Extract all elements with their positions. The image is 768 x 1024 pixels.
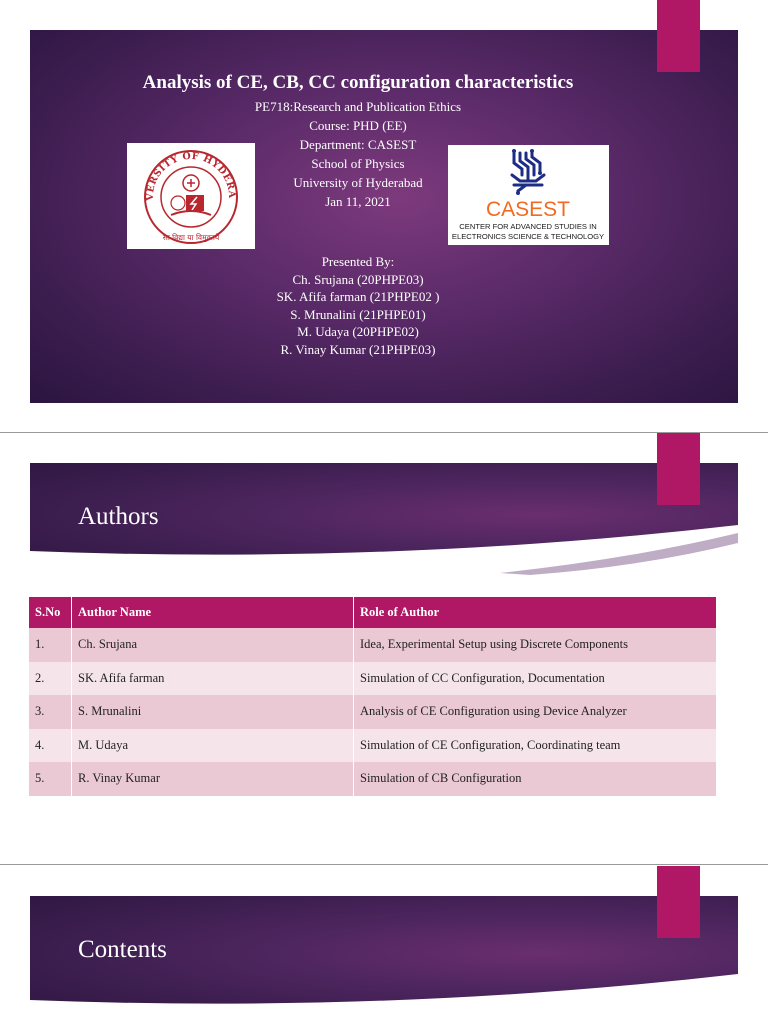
cell-sno: 1.: [29, 628, 72, 662]
cell-sno: 4.: [29, 729, 72, 763]
presenter: S. Mrunalini (21PHPE01): [290, 306, 426, 322]
cell-role: Simulation of CB Configuration: [354, 762, 717, 796]
cell-role: Idea, Experimental Setup using Discrete Components: [354, 628, 717, 662]
accent-bar: [657, 433, 700, 505]
info-line: University of Hyderabad: [293, 175, 423, 190]
info-line: PE718:Research and Publication Ethics: [254, 99, 462, 114]
info-line: Department: CASEST: [299, 137, 417, 152]
info-line: Course: PHD (EE): [309, 118, 407, 133]
presentation-title: Analysis of CE, CB, CC configuration characteristics: [142, 72, 574, 93]
table-row: [29, 729, 717, 763]
casest-name: CASEST: [485, 198, 571, 221]
cell-author: Ch. Srujana: [72, 628, 354, 662]
title-slide: [30, 30, 738, 403]
presenter: SK. Afifa farman (21PHPE02 ): [276, 289, 440, 304]
cell-author: M. Udaya: [72, 729, 354, 763]
cell-role: Analysis of CE Configuration using Device Analyzer: [354, 695, 717, 729]
slide-divider: [0, 432, 768, 433]
cell-author: S. Mrunalini: [72, 695, 354, 729]
slide-divider: [0, 864, 768, 865]
info-line: Jan 11, 2021: [325, 194, 391, 209]
info-line: School of Physics: [311, 156, 405, 171]
cell-role: Simulation of CE Configuration, Coordinating team: [354, 729, 717, 763]
table-row: [29, 628, 717, 662]
authors-banner: [30, 463, 738, 578]
university-logo: [127, 143, 255, 249]
table-row: [29, 662, 717, 696]
table-row: [29, 762, 717, 796]
casest-tagline-2: ELECTRONICS SCIENCE & TECHNOLOGY: [451, 232, 605, 241]
cell-role: Simulation of CC Configuration, Documentation: [354, 662, 717, 696]
seal-motto: सा विद्या या विमुक्तये: [162, 233, 220, 242]
presented-by-label: Presented By:: [321, 254, 395, 269]
table-header-row: [29, 597, 717, 628]
column-header: S.No: [29, 597, 72, 628]
cell-sno: 5.: [29, 762, 72, 796]
cell-sno: 2.: [29, 662, 72, 696]
table-row: [29, 695, 717, 729]
casest-tagline-1: CENTER FOR ADVANCED STUDIES IN: [459, 222, 597, 231]
authors-table: [29, 597, 717, 796]
column-header: Author Name: [72, 597, 354, 628]
cell-sno: 3.: [29, 695, 72, 729]
presenter: M. Udaya (20PHPE02): [297, 324, 419, 339]
presenter: Ch. Srujana (20PHPE03): [292, 271, 424, 287]
accent-bar: [657, 0, 700, 72]
presenter: R. Vinay Kumar (21PHPE03): [280, 341, 436, 357]
accent-bar: [657, 866, 700, 938]
casest-logo: [448, 145, 609, 245]
column-header: Role of Author: [354, 597, 717, 628]
contents-banner: [30, 896, 738, 1024]
seal-top-text: VERSITY OF HYDERA: [144, 150, 238, 201]
slide-title: Authors: [78, 503, 159, 530]
slide-title: Contents: [78, 936, 167, 963]
cell-author: SK. Afifa farman: [72, 662, 354, 696]
circuit-icon: [448, 145, 609, 245]
presenters-block: [30, 253, 686, 358]
university-seal-icon: [127, 143, 255, 249]
cell-author: R. Vinay Kumar: [72, 762, 354, 796]
